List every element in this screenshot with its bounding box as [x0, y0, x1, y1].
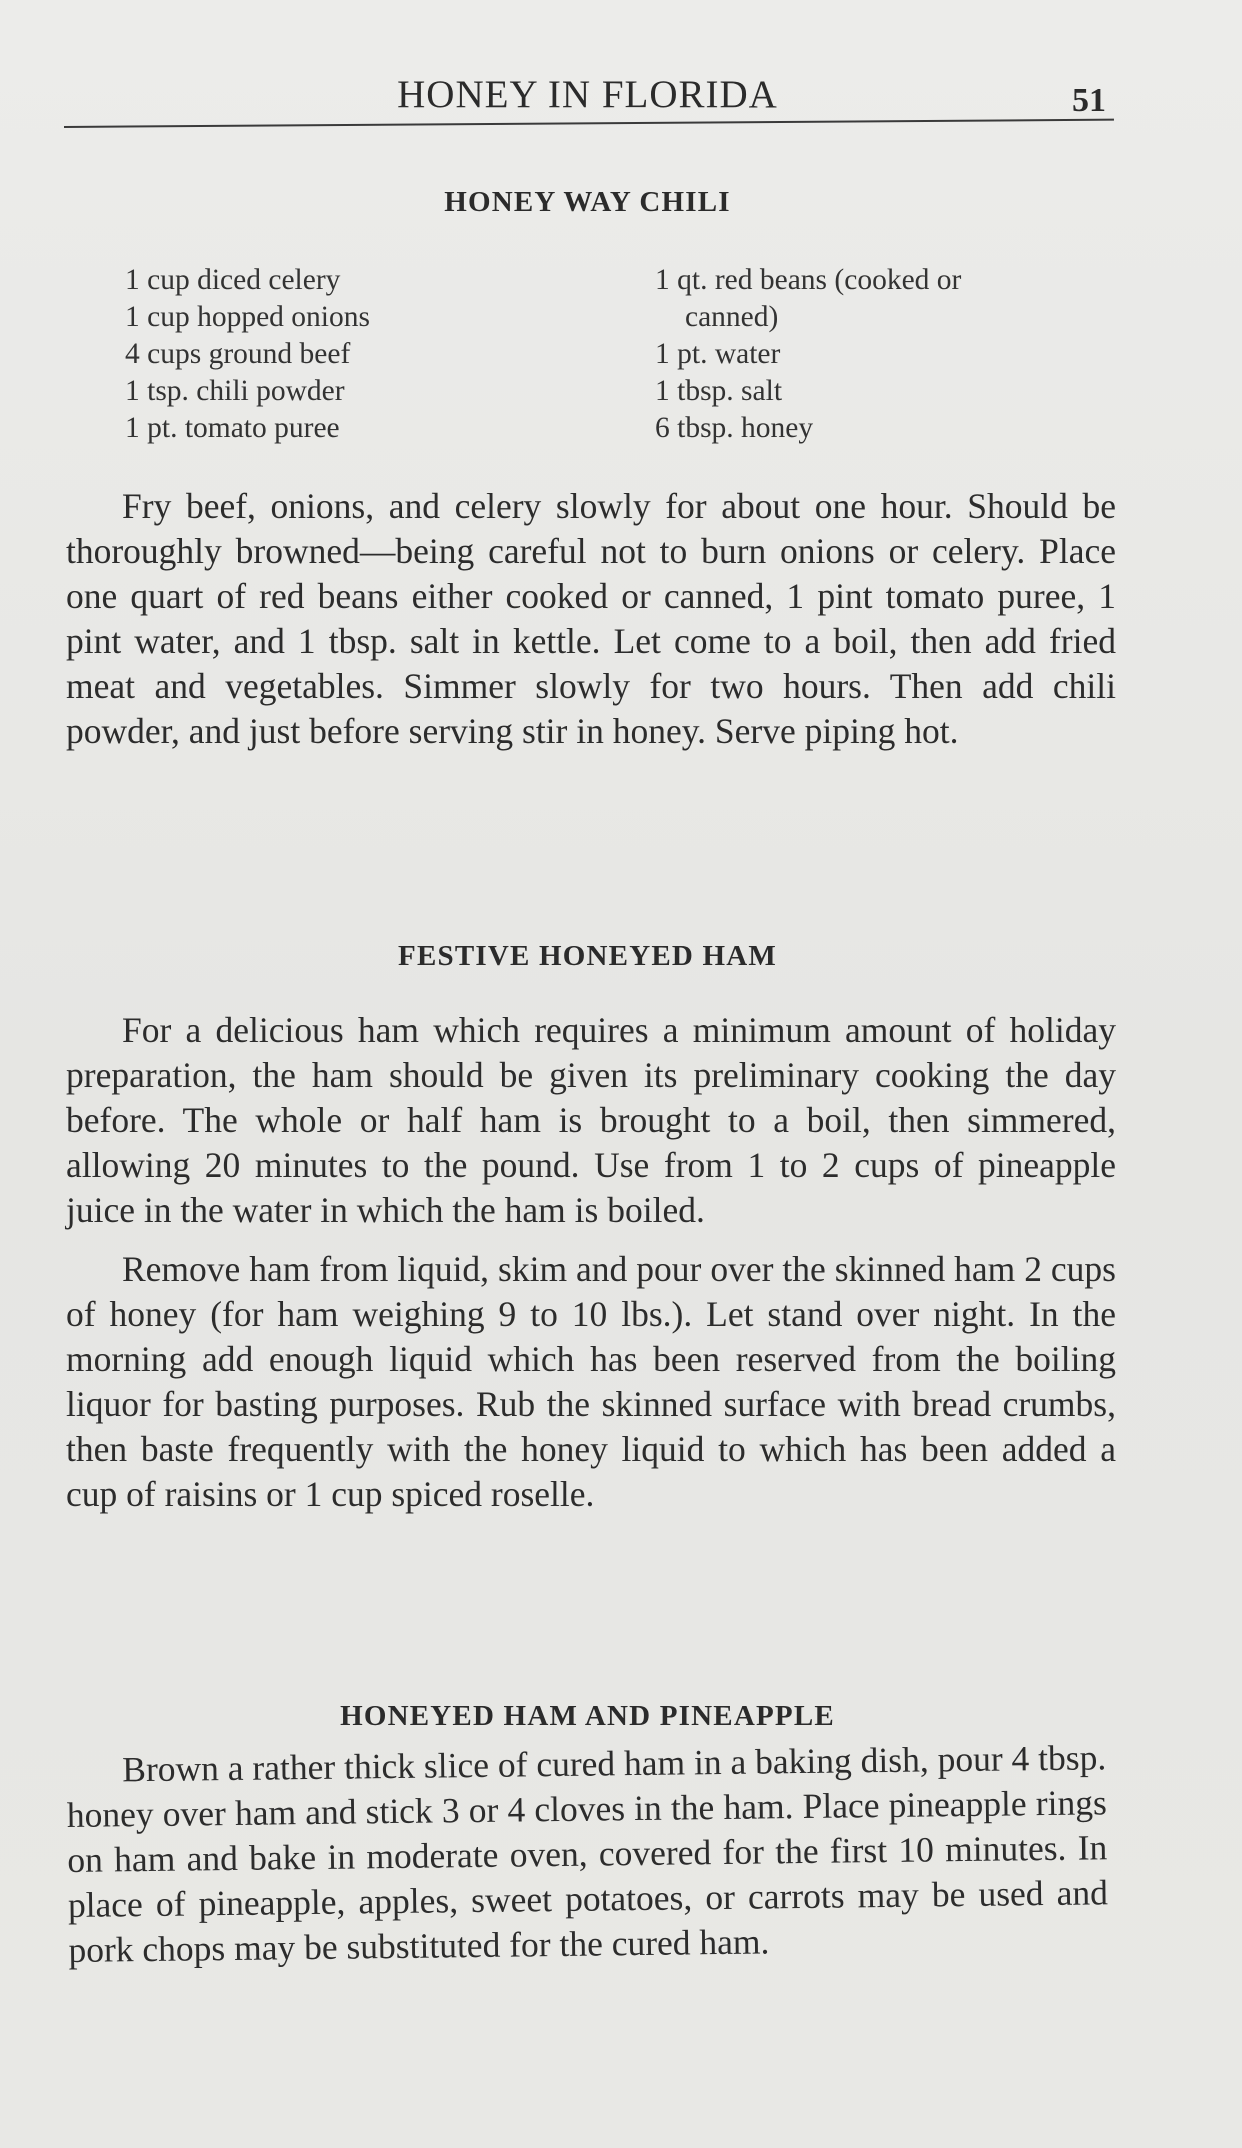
recipe-directions-ham-pineapple: [66, 1735, 1109, 1973]
recipe-title-festive-honeyed-ham: FESTIVE HONEYED HAM: [398, 940, 777, 972]
ingredient-item: 1 pt. tomato puree: [125, 412, 340, 444]
recipe-title-honey-way-chili: HONEY WAY CHILI: [444, 186, 731, 218]
ingredient-item: 1 qt. red beans (cooked or: [655, 264, 962, 296]
ingredient-item: 1 tsp. chili powder: [125, 375, 345, 407]
ingredient-item: 1 cup diced celery: [125, 264, 341, 296]
paragraph: Fry beef, onions, and celery slowly for about one hour. Should be thoroughly browned—being careful not to burn onions or celery. Place one quart of red beans either cooked or canned, 1 pint tomato puree, 1 pint water, and 1 tbsp. salt in kettle. Let come to a boil, then add fried meat and vegetables. Simmer slowly for two hours. Then add chili powder, and just before serving stir in honey. Serve piping hot.: [66, 486, 1116, 751]
recipe-directions-festive-ham: [66, 1008, 1116, 1517]
recipe-title-honeyed-ham-and-pineapple: HONEYED HAM AND PINEAPPLE: [340, 1700, 835, 1732]
header-rule: [64, 119, 1114, 128]
page-number: 51: [1072, 82, 1106, 119]
paragraph: For a delicious ham which requires a minimum amount of holiday preparation, the ham should be given its preliminary cooking the day before. The whole or half ham is brought to a boil, then simmered, allowing 20 minutes to the pound. Use from 1 to 2 cups of pineapple juice in the water in which the ham is boiled.: [66, 1010, 1116, 1230]
running-head: HONEY IN FLORIDA: [397, 73, 778, 116]
ingredient-item: 1 tbsp. salt: [655, 375, 783, 407]
paragraph: Remove ham from liquid, skim and pour over the skinned ham 2 cups of honey (for ham weighing 9 to 10 lbs.). Let stand over night. In the morning add enough liquid which has been reserved from the boiling liquor for basting purposes. Rub the skinned surface with bread crumbs, then baste frequently with the honey liquid to which has been added a cup of raisins or 1 cup spiced roselle.: [66, 1249, 1116, 1514]
ingredient-column-right: [655, 262, 1105, 447]
recipe-directions-chili: [66, 484, 1116, 754]
ingredient-item: 4 cups ground beef: [125, 338, 351, 370]
ingredient-item: 1 cup hopped onions: [125, 301, 370, 333]
ingredient-item: 1 pt. water: [655, 338, 781, 370]
paragraph: Brown a rather thick slice of cured ham in a baking dish, pour 4 tbsp. honey over ham and stick 3 or 4 cloves in the ham. Place pineapple rings on ham and bake in moderate oven, covered for the first 10 minutes. In place of pineapple, apples, sweet potatoes, or carrots may be used and pork chops may be substituted for the cured ham.: [66, 1737, 1109, 1970]
ingredient-column-left: [125, 262, 625, 447]
ingredient-item-continued: canned): [685, 301, 779, 333]
ingredient-item: 6 tbsp. honey: [655, 412, 814, 444]
